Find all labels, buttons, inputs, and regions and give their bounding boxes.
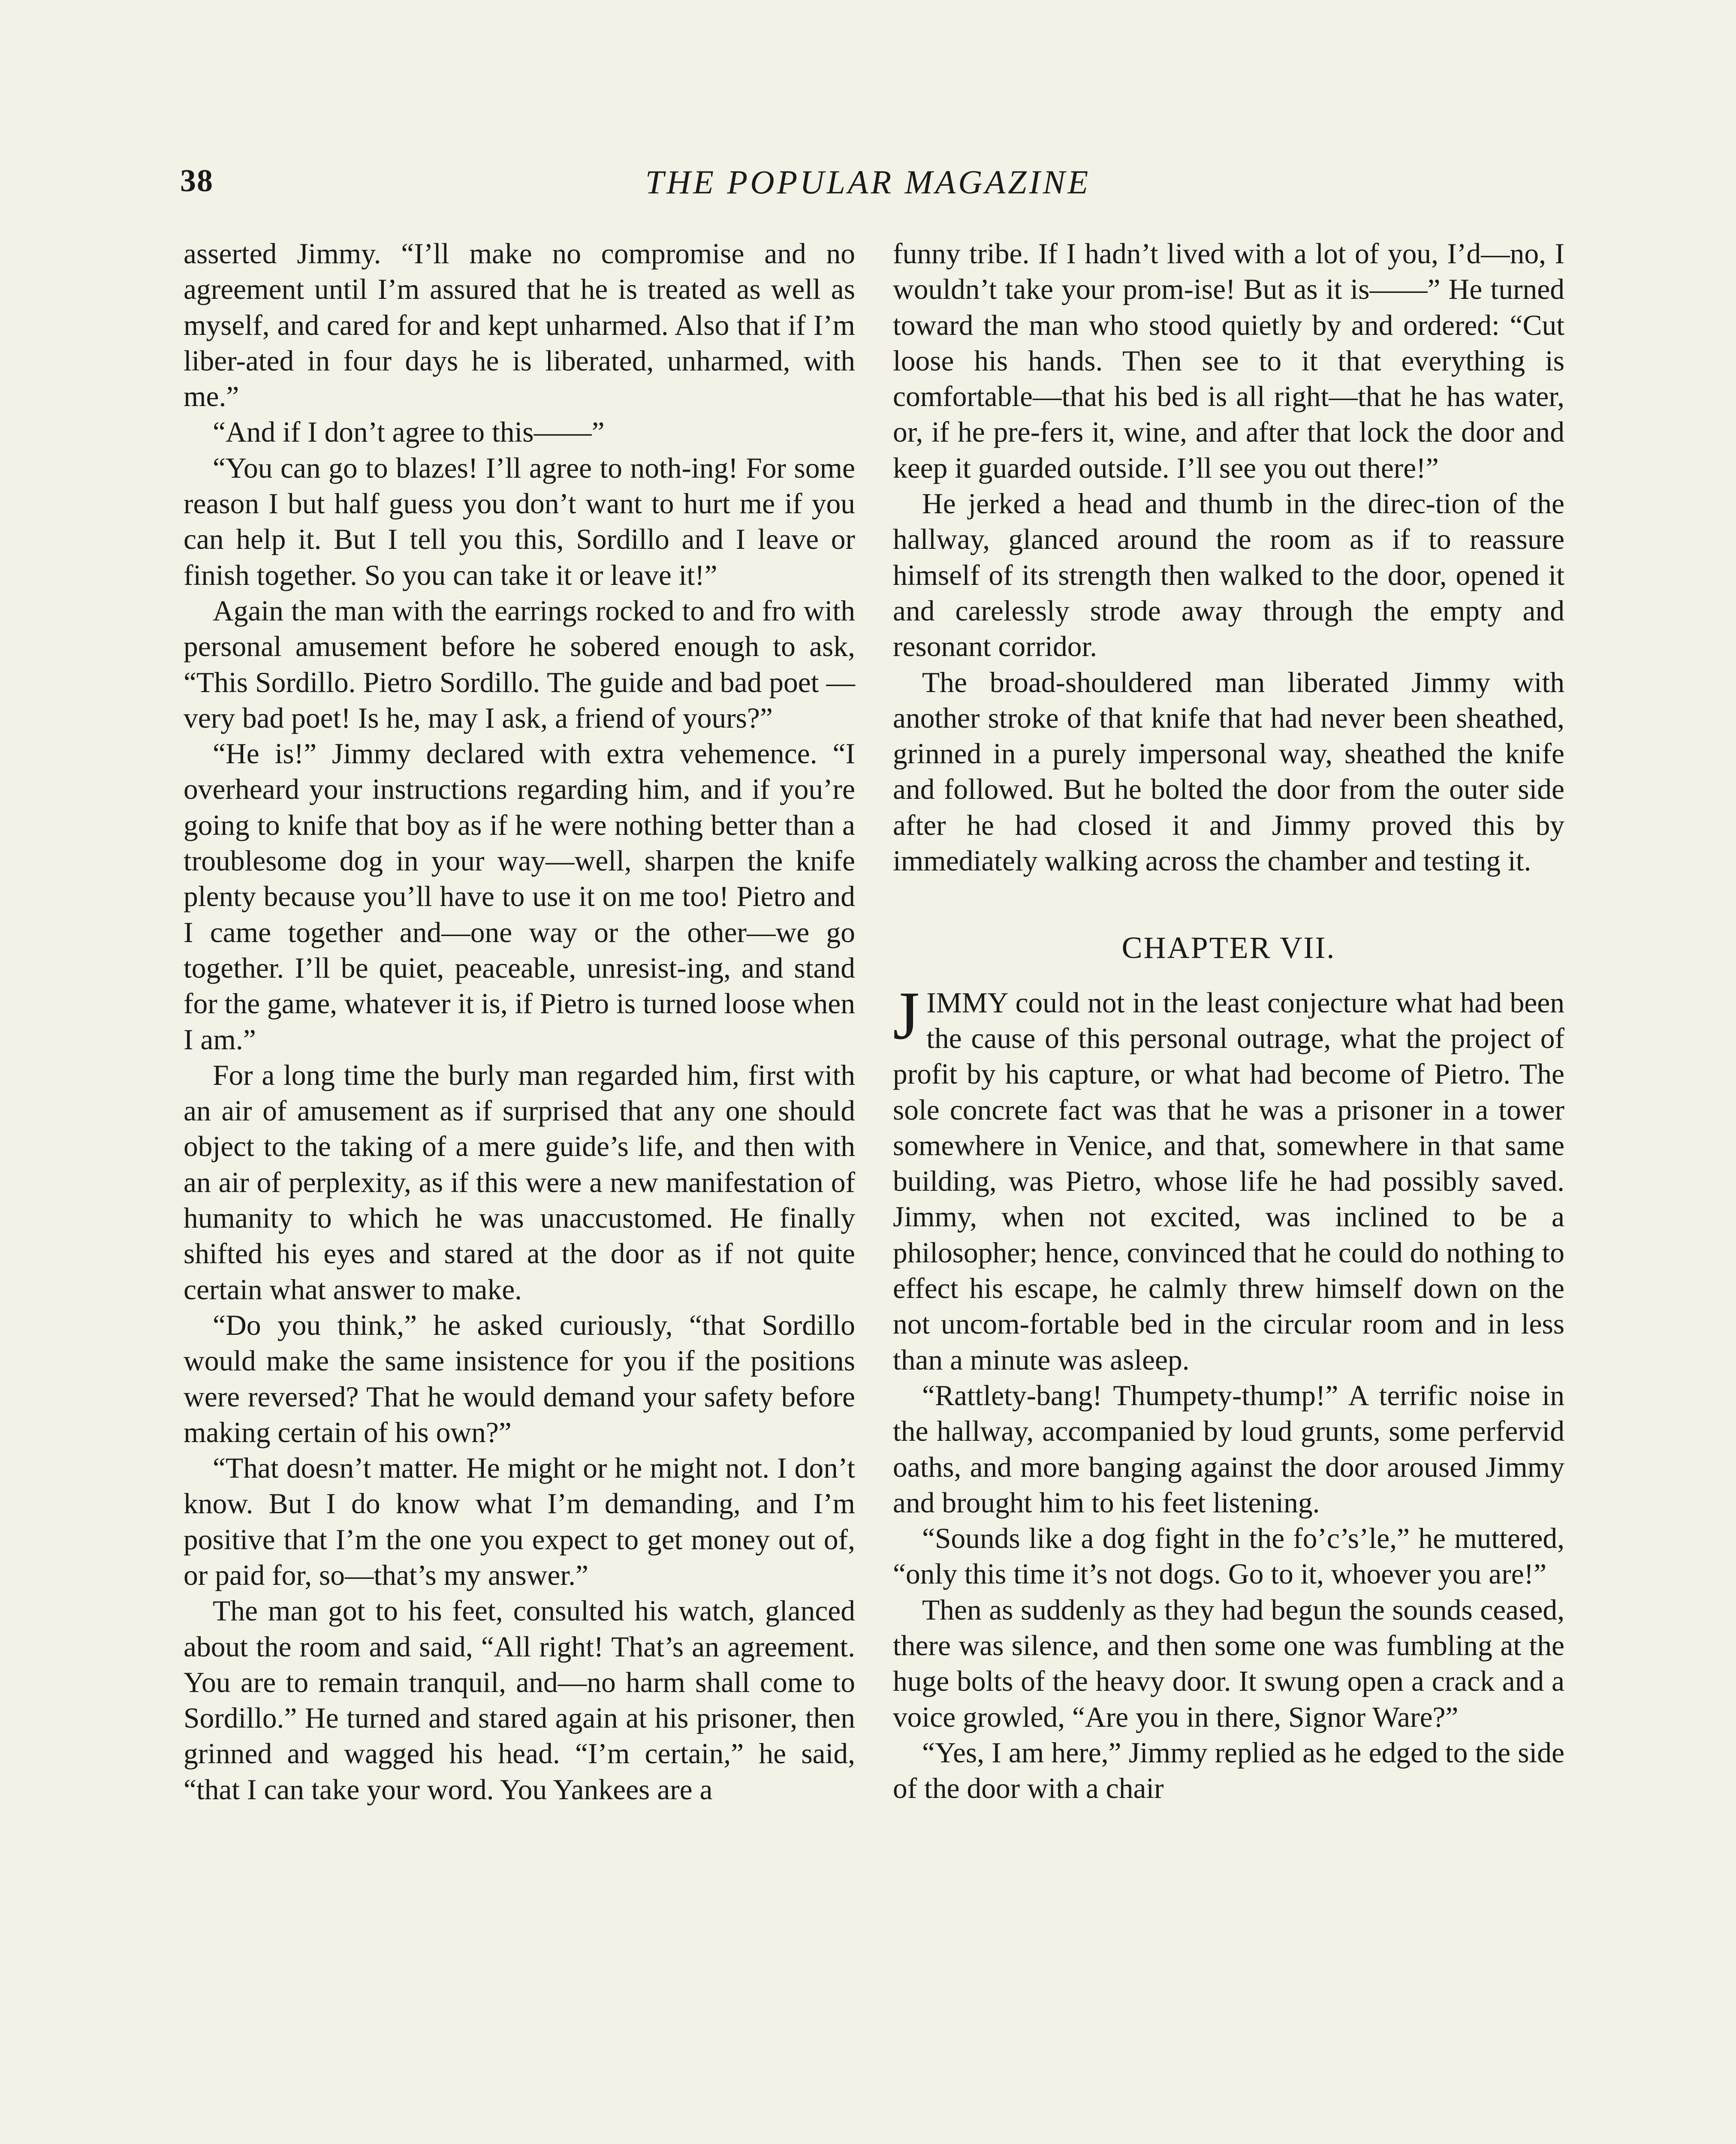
- magazine-title: THE POPULAR MAGAZINE: [645, 163, 1091, 201]
- drop-cap: J: [893, 977, 920, 1054]
- paragraph: “Do you think,” he asked curiously, “that Sordillo would make the same insistence for you if the positions were reversed? That he would demand your safety before making certain of his own?”: [184, 1309, 855, 1448]
- chapter-opening-paragraph: [893, 977, 1564, 1378]
- paragraph: “And if I don’t agree to this——”: [213, 416, 605, 449]
- paragraph: “He is!” Jimmy declared with extra vehemence. “I overheard your instructions regarding him, and if you’re going to knife that boy as if he were nothing better than a troublesome dog in your way—well, sharpen the knife plenty because you’ll have to use it on me too! Pietro and I came together and—one way or the other—we go together. I’ll be quiet, peaceable, unresist-ing, and stand for the game, whatever it is, if Pietro is turned loose when I am.”: [184, 738, 855, 1056]
- paragraph: “You can go to blazes! I’ll agree to noth-ing! For some reason I but half guess you don’t want to hurt me if you can help it. But I tell you this, Sordillo and I leave or finish together. So you can take it or leave it!”: [184, 452, 855, 591]
- paragraph: asserted Jimmy. “I’ll make no compromise and no agreement until I’m assured that he is treated as well as myself, and cared for and kept unharmed. Also that if I’m liber-ated in four days he is liberated, unharmed, with me.”: [184, 238, 855, 413]
- page-number: 38: [180, 163, 214, 199]
- paragraph: Again the man with the earrings rocked to and fro with personal amusement before he sobered enough to ask, “This Sordillo. Pietro Sordillo. The guide and bad poet —very bad poet! Is he, may I ask, a friend of yours?”: [184, 594, 855, 734]
- right-column: [893, 236, 1564, 1806]
- paragraph: The man got to his feet, consulted his watch, glanced about the room and said, “All right! That’s an agreement. You are to remain tranquil, and—no harm shall come to Sordillo.” He turned and stared again at his prisoner, then grinned and wagged his head. “I’m certain,” he said, “that I can take your word. You Yankees are a: [184, 1595, 855, 1806]
- chapter-heading: CHAPTER VII.: [1121, 930, 1336, 965]
- running-head: [180, 163, 1556, 210]
- paragraph: The broad-shouldered man liberated Jimmy with another stroke of that knife that had never been sheathed, grinned in a purely impersonal way, sheathed the knife and followed. But he bolted the door from the outer side after he had closed it and Jimmy proved this by immediately walking across the chamber and testing it.: [893, 666, 1564, 877]
- paragraph: Then as suddenly as they had begun the sounds ceased, there was silence, and then some one was fumbling at the huge bolts of the heavy door. It swung open a crack and a voice growled, “Are you in there, Signor Ware?”: [893, 1593, 1564, 1733]
- paragraph: “That doesn’t matter. He might or he might not. I don’t know. But I do know what I’m demanding, and I’m positive that I’m the one you expect to get money out of, or paid for, so—that’s my answer.”: [184, 1452, 855, 1591]
- paragraph: “Sounds like a dog fight in the fo’c’s’le,” he muttered, “only this time it’s not dogs. Go to it, whoever you are!”: [893, 1522, 1564, 1590]
- paragraph: funny tribe. If I hadn’t lived with a lot of you, I’d—no, I wouldn’t take your prom-ise! But as it is——” He turned toward the man who stood quietly by and ordered: “Cut loose his hands. Then see to it that everything is comfortable—that his bed is all right—that he has water, or, if he pre-fers it, wine, and after that lock the door and keep it guarded outside. I’ll see you out there!”: [893, 238, 1564, 484]
- left-column: [184, 236, 855, 1807]
- paragraph: For a long time the burly man regarded him, first with an air of amusement as if surprised that any one should object to the taking of a mere guide’s life, and then with an air of perplexity, as if this were a new manifestation of humanity to which he was unaccustomed. He finally shifted his eyes and stared at the door as if not quite certain what answer to make.: [184, 1059, 855, 1306]
- chapter-opening-text: IMMY could not in the least conjecture what had been the cause of this personal outrage, what the project of profit by his capture, or what had become of Pietro. The sole concrete fact was that he was a prisoner in a tower somewhere in Venice, and that, somewhere in that same building, was Pietro, whose life he had possibly saved. Jimmy, when not excited, was inclined to be a philosopher; hence, convinced that he could do nothing to effect his escape, he calmly threw himself down on the not uncom-fortable bed in the circular room and in less than a minute was asleep.: [893, 986, 1564, 1376]
- paragraph: “Yes, I am here,” Jimmy replied as he edged to the side of the door with a chair: [893, 1736, 1564, 1805]
- paragraph: “Rattlety-bang! Thumpety-thump!” A terrific noise in the hallway, accompanied by loud grunts, some perfervid oaths, and more banging against the door aroused Jimmy and brought him to his feet listening.: [893, 1379, 1564, 1519]
- paragraph: He jerked a head and thumb in the direc-tion of the hallway, glanced around the room as if to reassure himself of its strength then walked to the door, opened it and carelessly strode away through the empty and resonant corridor.: [893, 488, 1564, 663]
